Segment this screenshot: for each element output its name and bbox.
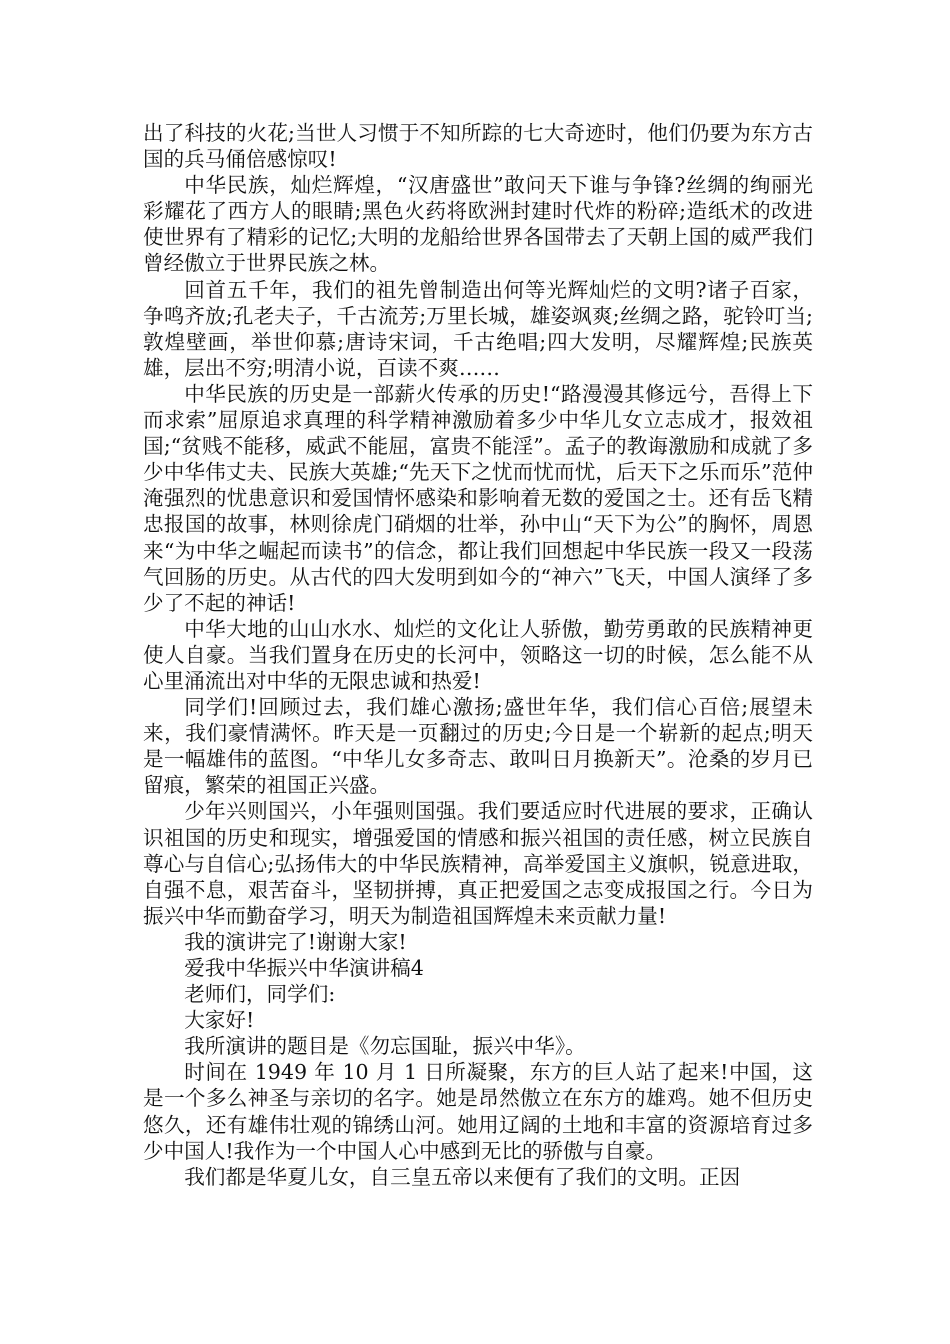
paragraph: 中华民族，灿烂辉煌，“汉唐盛世”敢问天下谁与争锋?丝绸的绚丽光彩耀花了西方人的眼睛;黑色火药将欧洲封建时代炸的粉碎;造纸术的改进使世界有了精彩的记忆;大明的龙船给世界各国带去了天朝上国的威严我们曾经傲立于世界民族之林。 <box>143 173 813 276</box>
paragraph: 中华大地的山山水水、灿烂的文化让人骄傲，勤劳勇敢的民族精神更使人自豪。当我们置身在历史的长河中，领略这一切的时候，怎么能不从心里涌流出对中华的无限忠诚和热爱! <box>143 616 813 693</box>
paragraph: 少年兴则国兴，小年强则国强。我们要适应时代进展的要求，正确认识祖国的历史和现实，增强爱国的情感和振兴祖国的责任感，树立民族自尊心与自信心;弘扬伟大的中华民族精神，高举爱国主义旗帜，锐意进取，自强不息，艰苦奋斗，坚韧拼搏，真正把爱国之志变成报国之行。今日为振兴中华而勤奋学习，明天为制造祖国辉煌未来贡献力量! <box>143 799 813 928</box>
closing-line: 我的演讲完了!谢谢大家! <box>184 929 407 954</box>
section-heading: 爱我中华振兴中华演讲稿4 <box>184 956 424 980</box>
paragraph: 回首五千年，我们的祖先曾制造出何等光辉灿烂的文明?诸子百家，争鸣齐放;孔老夫子，千古流芳;万里长城，雄姿飒爽;丝绸之路，驼铃叮当;敦煌壁画，举世仰慕;唐诗宋词，千古绝唱;四大发明，尽耀辉煌;民族英雄，层出不穷;明清小说，百读不爽…… <box>143 277 813 380</box>
paragraph: 我们都是华夏儿女，自三皇五帝以来便有了我们的文明。正因 <box>184 1164 741 1189</box>
paragraph: 时间在 1949 年 10 月 1 日所凝聚，东方的巨人站了起来!中国，这是一个多么神圣与亲切的名字。她是昂然傲立在东方的雄鸡。她不但历史悠久，还有雄伟壮观的锦绣山河。她用辽阔的土地和丰富的资源培育过多少中国人!我作为一个中国人心中感到无比的骄傲与自豪。 <box>143 1060 813 1163</box>
greeting: 大家好! <box>184 1008 255 1033</box>
salutation: 老师们，同学们: <box>184 982 336 1007</box>
paragraph: 同学们!回顾过去，我们雄心激扬;盛世年华，我们信心百倍;展望未来，我们豪情满怀。昨天是一页翻过的历史;今日是一个崭新的起点;明天是一幅雄伟的蓝图。“中华儿女多奇志、敢叫日月换新天”。沧桑的岁月已留痕，繁荣的祖国正兴盛。 <box>143 695 813 798</box>
document-body <box>143 120 813 1190</box>
speech-topic: 我所演讲的题目是《勿忘国耻，振兴中华》。 <box>184 1034 586 1059</box>
paragraph: 出了科技的火花;当世人习惯于不知所踪的七大奇迹时，他们仍要为东方古国的兵马俑倍感惊叹! <box>143 121 813 172</box>
paragraph: 中华民族的历史是一部薪火传承的历史!“路漫漫其修远兮，吾得上下而求索”屈原追求真理的科学精神激励着多少中华儿女立志成才，报效祖国;“贫贱不能移，威武不能屈，富贵不能淫”。孟子的教诲激励和成就了多少中华伟丈夫、民族大英雄;“先天下之忧而忧而忧，后天下之乐而乐”范仲淹强烈的忧患意识和爱国情怀感染和影响着无数的爱国之士。还有岳飞精忠报国的故事，林则徐虎门硝烟的壮举，孙中山“天下为公”的胸怀，周恩来“为中华之崛起而读书”的信念，都让我们回想起中华民族一段又一段荡气回肠的历史。从古代的四大发明到如今的“神六”飞天，中国人演绎了多少了不起的神话! <box>143 381 813 615</box>
